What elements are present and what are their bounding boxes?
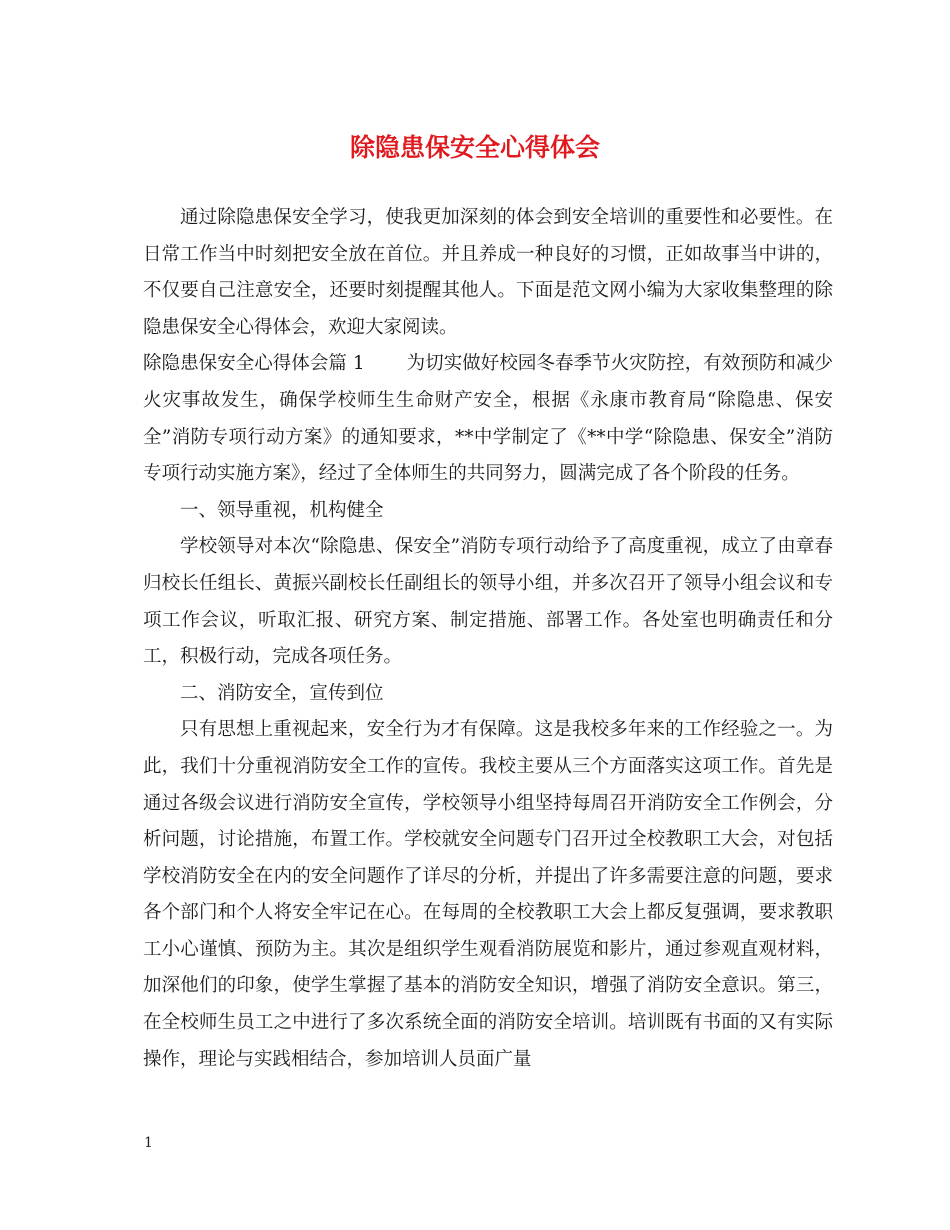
paragraph-1: 学校领导对本次“除隐患、保安全”消防专项行动给予了高度重视，成立了由章春归校长任组长、黄振兴副校长任副组长的领导小组，并多次召开了领导小组会议和专项工作会议，听取汇报、研究方案、制定措施、部署工作。各处室也明确责任和分工，积极行动，完成各项任务。: [143, 536, 833, 668]
page-number: 1: [144, 1135, 153, 1151]
document-title: 除隐患保安全心得体会: [349, 133, 600, 162]
heading-2: 二、消防安全，宣传到位: [180, 682, 384, 704]
section-intro: 为切实做好校园冬春季节火灾防控，有效预防和减少火灾事故发生，确保学校师生生命财产安全，根据《永康市教育局“除隐患、保安全”消防专项行动方案》的通知要求，**中学制定了《**中学“除隐患、保安全”消防专项行动实施方案》，经过了全体师生的共同努力，圆满完成了各个阶段的任务。: [143, 353, 833, 485]
section-paragraph: [143, 346, 833, 492]
paragraph-2: 只有思想上重视起来，安全行为才有保障。这是我校多年来的工作经验之一。为此，我们十分重视消防安全工作的宣传。我校主要从三个方面落实这项工作。首先是通过各级会议进行消防安全宣传，学校领导小组坚持每周召开消防安全工作例会，分析问题，讨论措施，布置工作。学校就安全问题专门召开过全校教职工大会，对包括学校消防安全在内的安全问题作了详尽的分析，并提出了许多需要注意的问题，要求各个部门和个人将安全牢记在心。在每周的全校教职工大会上都反复强调，要求教职工小心谨慎、预防为主。其次是组织学生观看消防展览和影片，通过参观直观材料，加深他们的印象，使学生掌握了基本的消防安全知识，增强了消防安全意识。第三，在全校师生员工之中进行了多次系统全面的消防安全培训。培训既有书面的又有实际操作，理论与实践相结合，参加培训人员面广量: [143, 719, 833, 1070]
section-title: 除隐患保安全心得体会篇 1: [143, 353, 365, 375]
intro-paragraph: 通过除隐患保安全学习，使我更加深刻的体会到安全培训的重要性和必要性。在日常工作当中时刻把安全放在首位。并且养成一种良好的习惯，正如故事当中讲的，不仅要自己注意安全，还要时刻提醒其他人。下面是范文网小编为大家收集整理的除隐患保安全心得体会，欢迎大家阅读。: [143, 207, 833, 338]
document-body: [143, 200, 833, 1078]
heading-1: 一、领导重视，机构健全: [180, 499, 384, 521]
